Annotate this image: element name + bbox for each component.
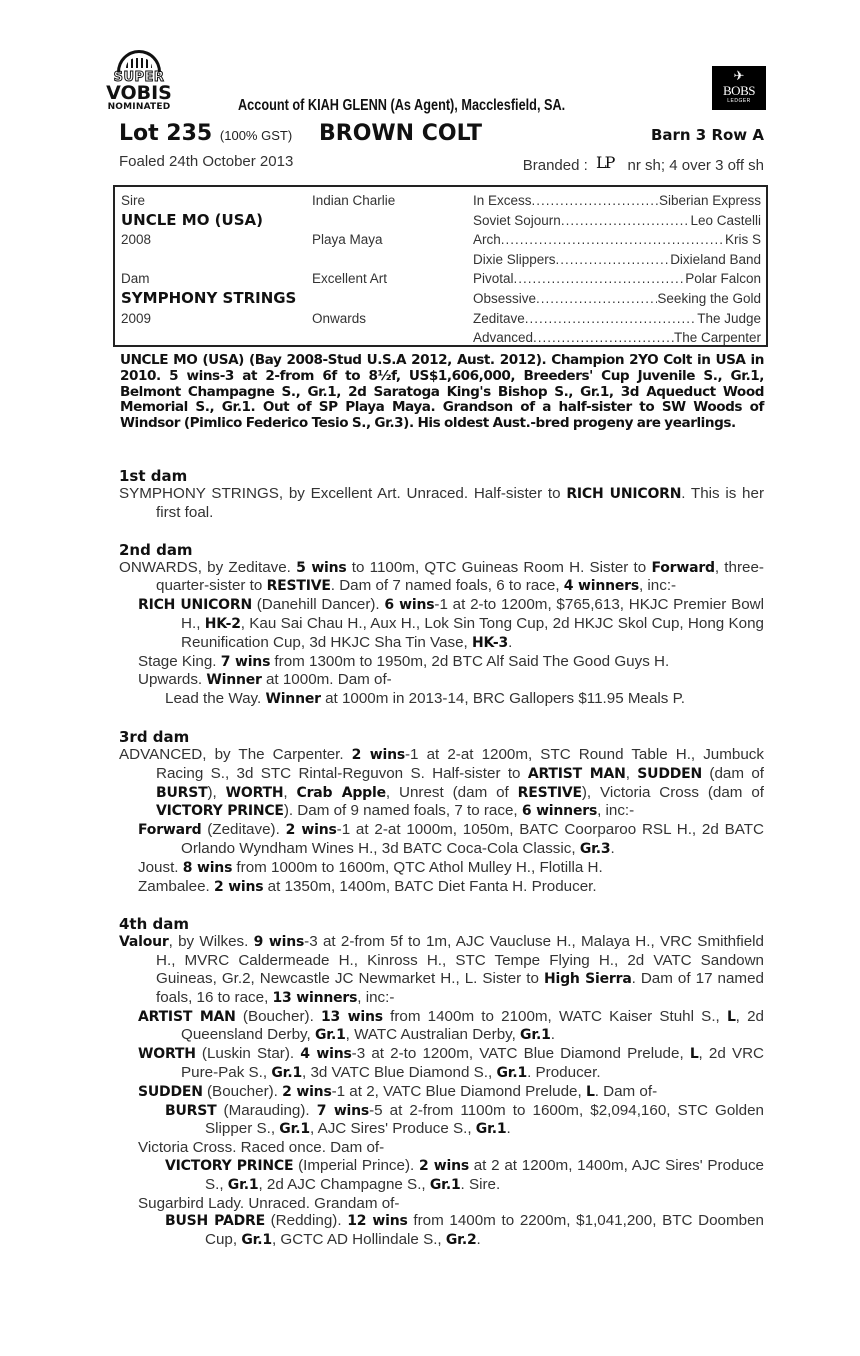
black-type-name: VICTORY PRINCE [165, 1157, 294, 1174]
spacer [312, 289, 472, 309]
dam-section [119, 542, 764, 709]
black-type-name: ARTIST MAN [138, 1008, 236, 1025]
black-type-name: L [689, 1046, 699, 1063]
sire-label: Sire [121, 193, 146, 208]
super-vobis-logo [96, 50, 182, 120]
gg-left: Obsessive [473, 290, 537, 306]
gst-note: (100% GST) [219, 128, 293, 143]
black-type-name: BUSH PADRE [165, 1213, 265, 1230]
sire-name: UNCLE MO (USA) [121, 210, 263, 229]
gg-left: Advanced [473, 330, 534, 346]
black-type-name: Gr.1 [475, 1121, 507, 1138]
black-type-name: Gr.1 [279, 1121, 310, 1138]
black-type-name: Gr.1 [271, 1064, 302, 1081]
black-type-name: 13 winners [272, 989, 358, 1006]
sun-emblem-icon [117, 50, 161, 72]
gg-row [473, 289, 761, 309]
gg-right: Seeking the Gold [657, 290, 761, 306]
section-heading: 1st dam [119, 467, 188, 485]
gg-right: Kris S [724, 232, 761, 248]
leader-dots [533, 328, 674, 348]
black-type-name: RESTIVE [266, 578, 331, 595]
spacer [121, 250, 301, 270]
leader-dots [556, 250, 671, 270]
leader-dots [514, 269, 686, 289]
pedigree-entry: SYMPHONY STRINGS, by Excellent Art. Unraced. Half-sister to RICH UNICORN. This is her first foal. [119, 485, 764, 521]
gg-row [473, 191, 761, 211]
black-type-name: 2 wins [282, 1083, 332, 1100]
gg-right: Polar Falcon [685, 271, 761, 287]
gg-right: Siberian Express [658, 193, 761, 208]
gg-row [473, 269, 761, 289]
black-type-name: 12 wins [347, 1213, 408, 1230]
section-heading: 2nd dam [119, 540, 193, 559]
gg-left: Arch [473, 232, 501, 248]
lot-number [119, 121, 292, 149]
leader-dots [532, 191, 659, 211]
section-heading: 3rd dam [119, 727, 190, 746]
black-type-name: Gr.1 [496, 1064, 528, 1081]
black-type-name: Forward [651, 559, 715, 576]
bobs-logo-sub: LEDGER [727, 98, 751, 104]
dam-year: 2009 [121, 310, 152, 326]
colour-sex: BROWN COLT [319, 121, 482, 146]
pedigree-entry: Joust. 8 wins from 1000m to 1600m, QTC Athol Mulley H., Flotilla H. [138, 858, 603, 876]
black-type-name: 4 winners [563, 578, 639, 595]
gg-right: The Carpenter [673, 330, 761, 346]
sire-summary: UNCLE MO (USA) (Bay 2008-Stud U.S.A 2012, Aust. 2012). Champion 2YO Colt in USA in 2010. 5 wins-3 at 2-from 6f to 8½f, US$1,606,000, Breeders' Cup Juvenile S., Gr.1, Belmont Champagne S., Gr.1, 2d Saratoga King's Bishop S., Gr.1, 3d Aqueduct Wood Memorial S., Gr.1. Out of SP Playa Maya. Grandson of a half-sister to SW Woods of Windsor (Pimlico Federico Tesio S., Gr.3). His oldest Aust.-bred progeny are yearlings. [120, 352, 764, 432]
black-type-name: L [585, 1083, 595, 1100]
brand-description: nr sh; 4 over 3 off sh [627, 157, 764, 174]
black-type-name: 5 wins [296, 559, 347, 576]
leader-dots [536, 289, 657, 309]
gg-right: The Judge [697, 310, 761, 326]
gg-right: Dixieland Band [670, 251, 761, 267]
lot-label: Lot 235 [119, 121, 213, 146]
sire-sire: Indian Charlie [312, 193, 396, 208]
pedigree-entry: Victoria Cross. Raced once. Dam of- [138, 1139, 385, 1157]
black-type-name: 2 wins [213, 878, 264, 895]
black-type-name: BURST [165, 1102, 217, 1119]
gg-left: Dixie Slippers [473, 251, 556, 267]
section-heading: 4th dam [119, 915, 189, 934]
bobs-logo-name: BOBS [723, 83, 755, 98]
black-type-name: L [726, 1008, 736, 1025]
black-type-name: 8 wins [182, 859, 233, 876]
lot-row [119, 121, 764, 149]
dam-name: SYMPHONY STRINGS [121, 288, 297, 307]
black-type-name: 9 wins [253, 934, 305, 951]
gg-row [473, 211, 761, 231]
black-type-name: HK-3 [471, 634, 509, 651]
black-type-name: 2 wins [285, 822, 337, 839]
logo-vobis-text: VOBIS [106, 82, 172, 104]
black-type-name: 2 wins [351, 746, 405, 763]
black-type-name: BURST [156, 784, 208, 801]
black-type-name: 7 wins [316, 1102, 370, 1119]
pedigree-table [113, 185, 768, 347]
black-type-name: Gr.1 [241, 1232, 272, 1249]
gg-row [473, 309, 761, 329]
black-type-name: Gr.3 [579, 840, 611, 857]
black-type-name: Gr.1 [227, 1176, 259, 1193]
gg-right: Leo Castelli [690, 212, 761, 228]
black-type-name: VICTORY PRINCE [156, 803, 284, 820]
pedigree-entry: Upwards. Winner at 1000m. Dam of- [138, 671, 392, 689]
foaled-row [119, 153, 764, 175]
black-type-name: SUDDEN [637, 765, 703, 782]
pedigree-entry: Stage King. 7 wins from 1300m to 1950m, 2d BTC Alf Said The Good Guys H. [138, 652, 670, 670]
dam-section [119, 729, 764, 896]
pedigree-entry: VICTORY PRINCE (Imperial Prince). 2 wins at 2 at 1200m, 1400m, AJC Sires' Produce S., Gr.1, 2d AJC Champagne S., Gr.1. Sire. [165, 1156, 764, 1193]
pedigree-entry: BURST (Marauding). 7 wins-5 at 2-from 1100m to 1600m, $2,094,160, STC Golden Slipper S., Gr.1, AJC Sires' Produce S., Gr.1. [165, 1101, 765, 1138]
leader-dots [501, 230, 725, 250]
spacer [312, 250, 472, 270]
dam-label: Dam [121, 271, 150, 287]
logo-nominated-text: NOMINATED [107, 102, 171, 112]
black-type-name: Forward [138, 822, 202, 839]
vendor-line: Account of KIAH GLENN (As Agent), Macclesfield, SA. [238, 97, 566, 114]
black-type-name: 7 wins [220, 653, 271, 670]
pedigree-entry: SUDDEN (Boucher). 2 wins-1 at 2, VATC Blue Diamond Prelude, L. Dam of- [138, 1082, 658, 1100]
black-type-name: Winner [265, 691, 321, 708]
black-type-name: ARTIST MAN [527, 765, 626, 782]
gg-row [473, 230, 761, 250]
pedigree-great-grandparents [473, 191, 761, 348]
black-type-name: RESTIVE [517, 784, 582, 801]
gg-left: Soviet Sojourn [473, 212, 561, 228]
leader-dots [561, 211, 691, 231]
gg-left: In Excess [473, 193, 532, 208]
black-type-name: Gr.1 [429, 1176, 461, 1193]
gg-row [473, 250, 761, 270]
gg-left: Zeditave [473, 310, 525, 326]
pedigree-entry: Forward (Zeditave). 2 wins-1 at 2-at 1000m, 1050m, BATC Coorparoo RSL H., 2d BATC Orlando Wyndham Wines H., 3d BATC Coca-Cola Classic, Gr.3. [138, 821, 764, 857]
black-type-name: Winner [206, 672, 262, 689]
pedigree-entry: Valour, by Wilkes. 9 wins-3 at 2-from 5f to 1m, AJC Vaucluse H., Malaya H., VRC Smithfield H., MVRC Caldermeade H., Kinross H., STC Tempe Flying H., 2d VATC Sandown Guineas, Gr.2, Newcastle JC Newmarket H., L. Sister to High Sierra. Dam of 17 named foals, 16 to race, 13 winners, inc:- [119, 933, 764, 1006]
pedigree-entry: ARTIST MAN (Boucher). 13 wins from 1400m to 2100m, WATC Kaiser Stuhl S., L, 2d Queensland Derby, Gr.1, WATC Australian Derby, Gr.1. [138, 1007, 764, 1044]
gg-left: Pivotal [473, 271, 514, 287]
pedigree-entry: Zambalee. 2 wins at 1350m, 1400m, BATC Diet Fanta H. Producer. [138, 877, 597, 895]
dam-sire: Excellent Art [312, 271, 388, 287]
branded-label: Branded : [522, 157, 588, 174]
foaled-date: Foaled 24th October 2013 [119, 153, 294, 170]
black-type-name: RICH UNICORN [138, 597, 252, 614]
barn-location: Barn 3 Row A [650, 126, 764, 144]
black-type-name: Gr.2 [445, 1232, 477, 1249]
pedigree-entry: WORTH (Luskin Star). 4 wins-3 at 2-to 1200m, VATC Blue Diamond Prelude, L, 2d VRC Pure-Pak S., Gr.1, 3d VATC Blue Diamond S., Gr.1. Producer. [138, 1045, 765, 1081]
black-type-name: Crab Apple [296, 784, 386, 801]
black-type-name: 4 wins [300, 1046, 352, 1063]
leader-dots [525, 309, 697, 329]
black-type-name: WORTH [138, 1046, 196, 1063]
black-type-name: HK-2 [204, 615, 241, 632]
brand-mark-icon: LP [595, 153, 614, 172]
black-type-name: SUDDEN [138, 1083, 203, 1100]
sire-dam: Playa Maya [312, 232, 383, 248]
sire-year: 2008 [121, 232, 152, 248]
black-type-name: WORTH [225, 784, 284, 801]
brand-info [523, 153, 764, 174]
black-type-name: Valour [119, 934, 169, 951]
dam-dam: Onwards [312, 310, 367, 326]
dam-sections [119, 468, 764, 1270]
pedigree-entry: Sugarbird Lady. Unraced. Grandam of- [138, 1194, 400, 1212]
spacer [312, 211, 472, 231]
black-type-name: High Sierra [543, 970, 632, 987]
pedigree-entry: BUSH PADRE (Redding). 12 wins from 1400m to 2200m, $1,041,200, BTC Doomben Cup, Gr.1, GCTC AD Hollindale S., Gr.2. [165, 1212, 764, 1249]
dam-section [119, 916, 764, 1250]
pedigree-entry: RICH UNICORN (Danehill Dancer). 6 wins-1 at 2-to 1200m, $765,613, HKJC Premier Bowl H., HK-2, Kau Sai Chau H., Aux H., Lok Sin Tong Cup, 2d HKJC Skol Cup, Hong Kong Reunification Cup, 3d HKJC Sha Tin Vase, HK-3. [138, 596, 765, 651]
black-type-name: RICH UNICORN [566, 486, 682, 502]
black-type-name: 13 wins [320, 1008, 383, 1025]
horse-jockey-icon: ✈ [733, 68, 745, 83]
pedigree-entry: ADVANCED, by The Carpenter. 2 wins-1 at 2-at 1200m, STC Round Table H., Jumbuck Racing S., 3d STC Rintal-Reguvon S. Half-sister to ARTIST MAN, SUDDEN (dam of BURST), WORTH, Crab Apple, Unrest (dam of RESTIVE), Victoria Cross (dam of VICTORY PRINCE). Dam of 9 named foals, 7 to race, 6 winners, inc:- [119, 745, 764, 820]
pedigree-entry: Lead the Way. Winner at 1000m in 2013-14, BRC Gallopers $11.95 Meals P. [165, 690, 685, 708]
bobs-logo [712, 66, 766, 110]
black-type-name: 6 wins [384, 597, 435, 614]
gg-row [473, 328, 761, 348]
pedigree-parents [121, 191, 301, 328]
logo-super-text: SUPER [113, 70, 165, 85]
pedigree-entry: ONWARDS, by Zeditave. 5 wins to 1100m, QTC Guineas Room H. Sister to Forward, three-quarter-sister to RESTIVE. Dam of 7 named foals, 6 to race, 4 winners, inc:- [119, 558, 764, 595]
pedigree-grandparents [312, 191, 472, 328]
dam-section [119, 468, 764, 522]
black-type-name: Gr.1 [314, 1027, 346, 1044]
black-type-name: Gr.1 [520, 1027, 551, 1044]
black-type-name: 6 winners [521, 803, 598, 820]
black-type-name: 2 wins [419, 1157, 469, 1174]
